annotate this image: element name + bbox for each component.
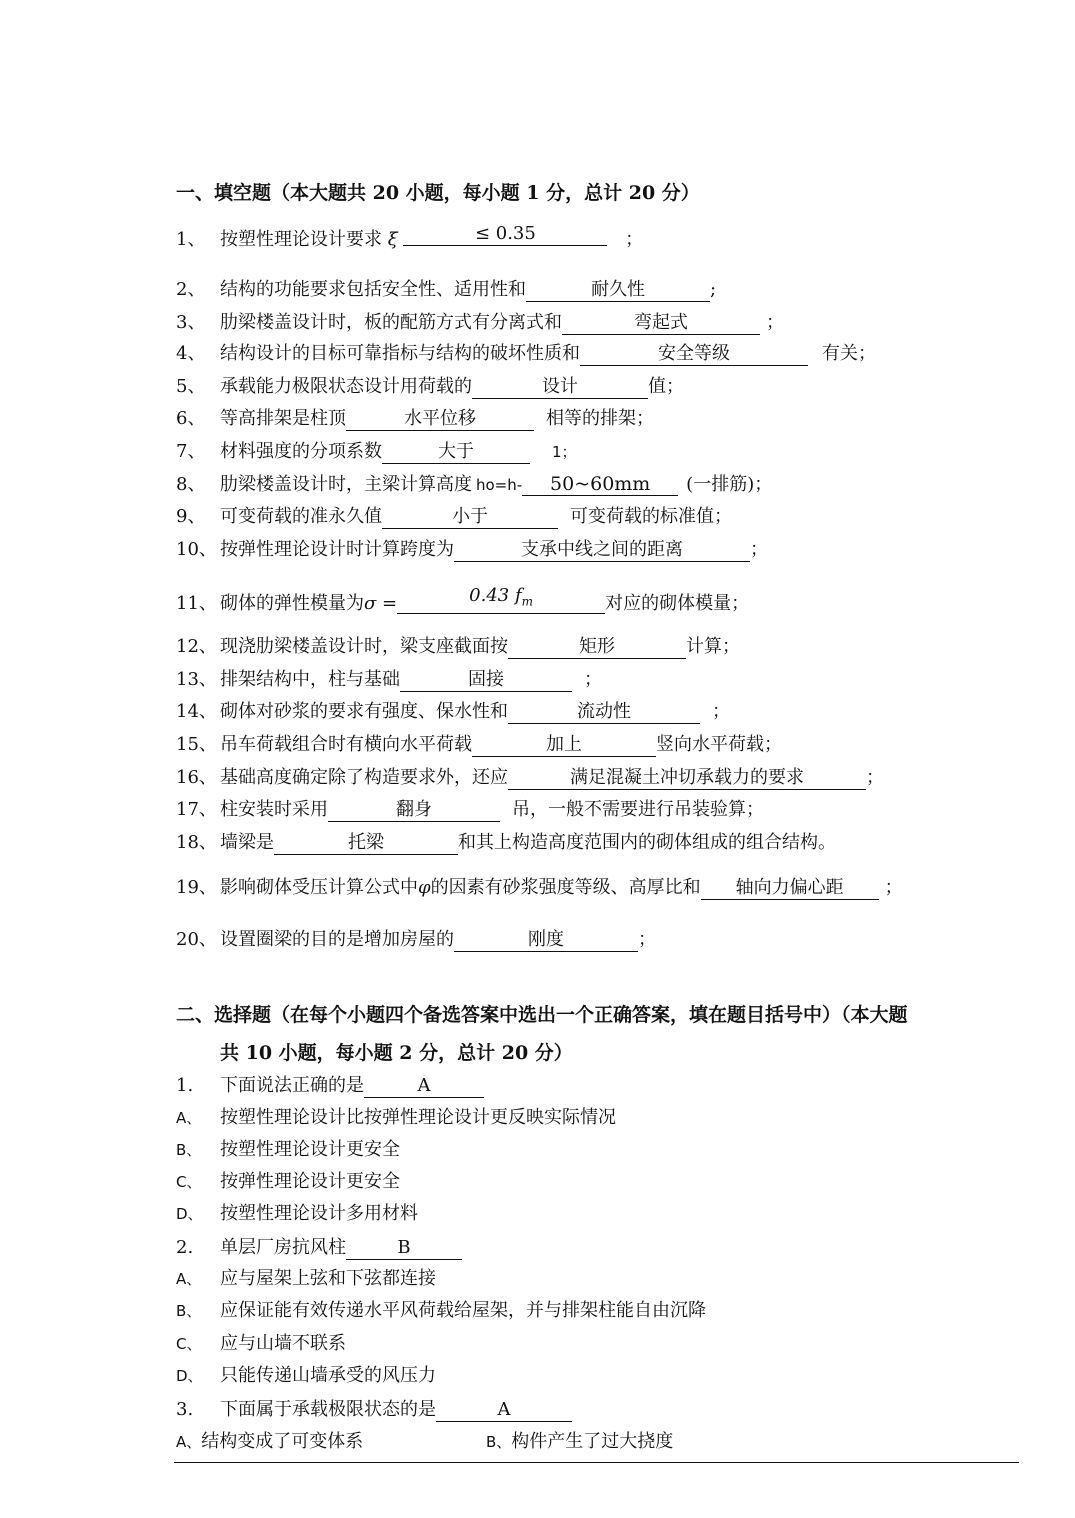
- fill-item-16: 16、 基础高度确定除了构造要求外，还应 满足混凝土冲切承载力的要求 ；: [176, 767, 884, 788]
- fill-item-17: 17、 柱安装时采用 翻身 吊，一般不需要进行吊装验算；: [176, 799, 764, 820]
- answer-blank-13: 固接: [400, 669, 572, 692]
- section1-title: 一、填空题（本大题共 20 小题，每小题 1 分，总计 20 分）: [176, 182, 700, 204]
- fill-item-2: 2、 结构的功能要求包括安全性、适用性和 耐久性 ;: [176, 279, 717, 300]
- answer-blank-6: 水平位移: [346, 408, 534, 431]
- fill-item-12: 12、 现浇肋梁楼盖设计时，梁支座截面按 矩形 计算；: [176, 636, 740, 657]
- option-3b: B、构件产生了过大挠度: [486, 1431, 674, 1452]
- answer-blank-15: 加上: [472, 734, 656, 757]
- xi-symbol: ξ: [387, 229, 398, 250]
- answer-blank-8: 50~60mm: [522, 473, 678, 496]
- choice-question-2: 2. 单层厂房抗风柱 B: [176, 1236, 462, 1260]
- answer-blank-19: 轴向力偏心距: [701, 877, 879, 900]
- option-1a: A、 按塑性理论设计比按弹性理论设计更反映实际情况: [176, 1107, 616, 1128]
- answer-blank-9: 小于: [382, 506, 558, 529]
- fill-item-19: 19、 影响砌体受压计算公式中φ的因素有砂浆强度等级、高厚比和 轴向力偏心距 ；: [176, 877, 903, 898]
- choice-question-1: 1. 下面说法正确的是 A: [176, 1074, 484, 1098]
- answer-blank-3: 弯起式: [562, 312, 760, 335]
- answer-blank-10: 支承中线之间的距离: [454, 539, 750, 562]
- sigma-symbol: σ =: [364, 593, 398, 614]
- option-1c: C、 按弹性理论设计更安全: [176, 1171, 400, 1192]
- fill-item-18: 18、 墙梁是 托梁 和其上构造高度范围内的砌体组成的组合结构。: [176, 832, 836, 853]
- fill-item-8: 8、 肋梁楼盖设计时，主梁计算高度 ho=h- 50~60mm (一排筋)；: [176, 473, 773, 495]
- answer-blank-1: ≤ 0.35: [403, 223, 607, 246]
- answer-blank-11: 0.43 $f_m$: [397, 585, 605, 614]
- option-2d: D、 只能传递山墙承受的风压力: [176, 1365, 436, 1386]
- choice-question-3: 3. 下面属于承载极限状态的是 A: [176, 1398, 572, 1422]
- answer-blank-16: 满足混凝土冲切承载力的要求: [508, 767, 866, 790]
- option-3a: A、结构变成了可变体系: [176, 1431, 364, 1452]
- option-1d: D、 按塑性理论设计多用材料: [176, 1203, 418, 1224]
- fill-item-10: 10、 按弹性理论设计时计算跨度为 支承中线之间的距离 ；: [176, 539, 768, 560]
- section2-title-line2: 共 10 小题，每小题 2 分，总计 20 分）: [220, 1042, 573, 1064]
- fill-item-5: 5、 承载能力极限状态设计用荷载的 设计 值；: [176, 376, 684, 397]
- fill-item-15: 15、 吊车荷载组合时有横向水平荷载 加上 竖向水平荷载；: [176, 734, 782, 755]
- answer-blank-17: 翻身: [328, 799, 500, 822]
- fill-item-4: 4、 结构设计的目标可靠指标与结构的破坏性质和 安全等级 有关；: [176, 343, 876, 364]
- option-2a: A、 应与屋架上弦和下弦都连接: [176, 1268, 436, 1289]
- phi-symbol: φ: [418, 877, 431, 898]
- answer-blank-5: 设计: [472, 376, 648, 399]
- fill-item-14: 14、 砌体对砂浆的要求有强度、保水性和 流动性 ；: [176, 701, 730, 722]
- choice-answer-1: A: [364, 1075, 484, 1098]
- answer-blank-12: 矩形: [508, 636, 686, 659]
- fill-item-13: 13、 排架结构中，柱与基础 固接 ；: [176, 669, 602, 690]
- fill-item-3: 3、 肋梁楼盖设计时，板的配筋方式有分离式和 弯起式 ；: [176, 312, 784, 333]
- answer-blank-20: 刚度: [454, 929, 638, 952]
- answer-blank-2: 耐久性: [526, 279, 710, 302]
- answer-blank-7: 大于: [382, 441, 530, 464]
- answer-blank-18: 托梁: [274, 832, 458, 855]
- fill-item-7: 7、 材料强度的分项系数 大于 1；: [176, 441, 577, 462]
- fill-item-11: 11、 砌体的弹性模量为σ = 0.43 $f_m$ 对应的砌体模量；: [176, 585, 750, 614]
- option-2c: C、 应与山墙不联系: [176, 1333, 346, 1354]
- option-2b: B、 应保证能有效传递水平风荷载给屋架，并与排架柱能自由沉降: [176, 1300, 706, 1321]
- fill-item-1: 1、 按塑性理论设计要求 ξ ≤ 0.35 ；: [176, 223, 644, 250]
- choice-answer-3: A: [436, 1399, 572, 1422]
- choice-answer-2: B: [346, 1237, 462, 1260]
- answer-blank-4: 安全等级: [580, 343, 808, 366]
- option-1b: B、 按塑性理论设计更安全: [176, 1139, 400, 1160]
- answer-blank-14: 流动性: [508, 701, 700, 724]
- bottom-divider: [174, 1462, 1019, 1463]
- section2-title-line1: 二、选择题（在每个小题四个备选答案中选出一个正确答案，填在题目括号中）（本大题: [176, 1004, 908, 1026]
- fill-item-6: 6、 等高排架是柱顶 水平位移 相等的排架；: [176, 408, 654, 429]
- fill-item-9: 9、 可变荷载的准永久值 小于 可变荷载的标准值；: [176, 506, 732, 527]
- fill-item-20: 20、 设置圈梁的目的是增加房屋的 刚度 ；: [176, 929, 656, 950]
